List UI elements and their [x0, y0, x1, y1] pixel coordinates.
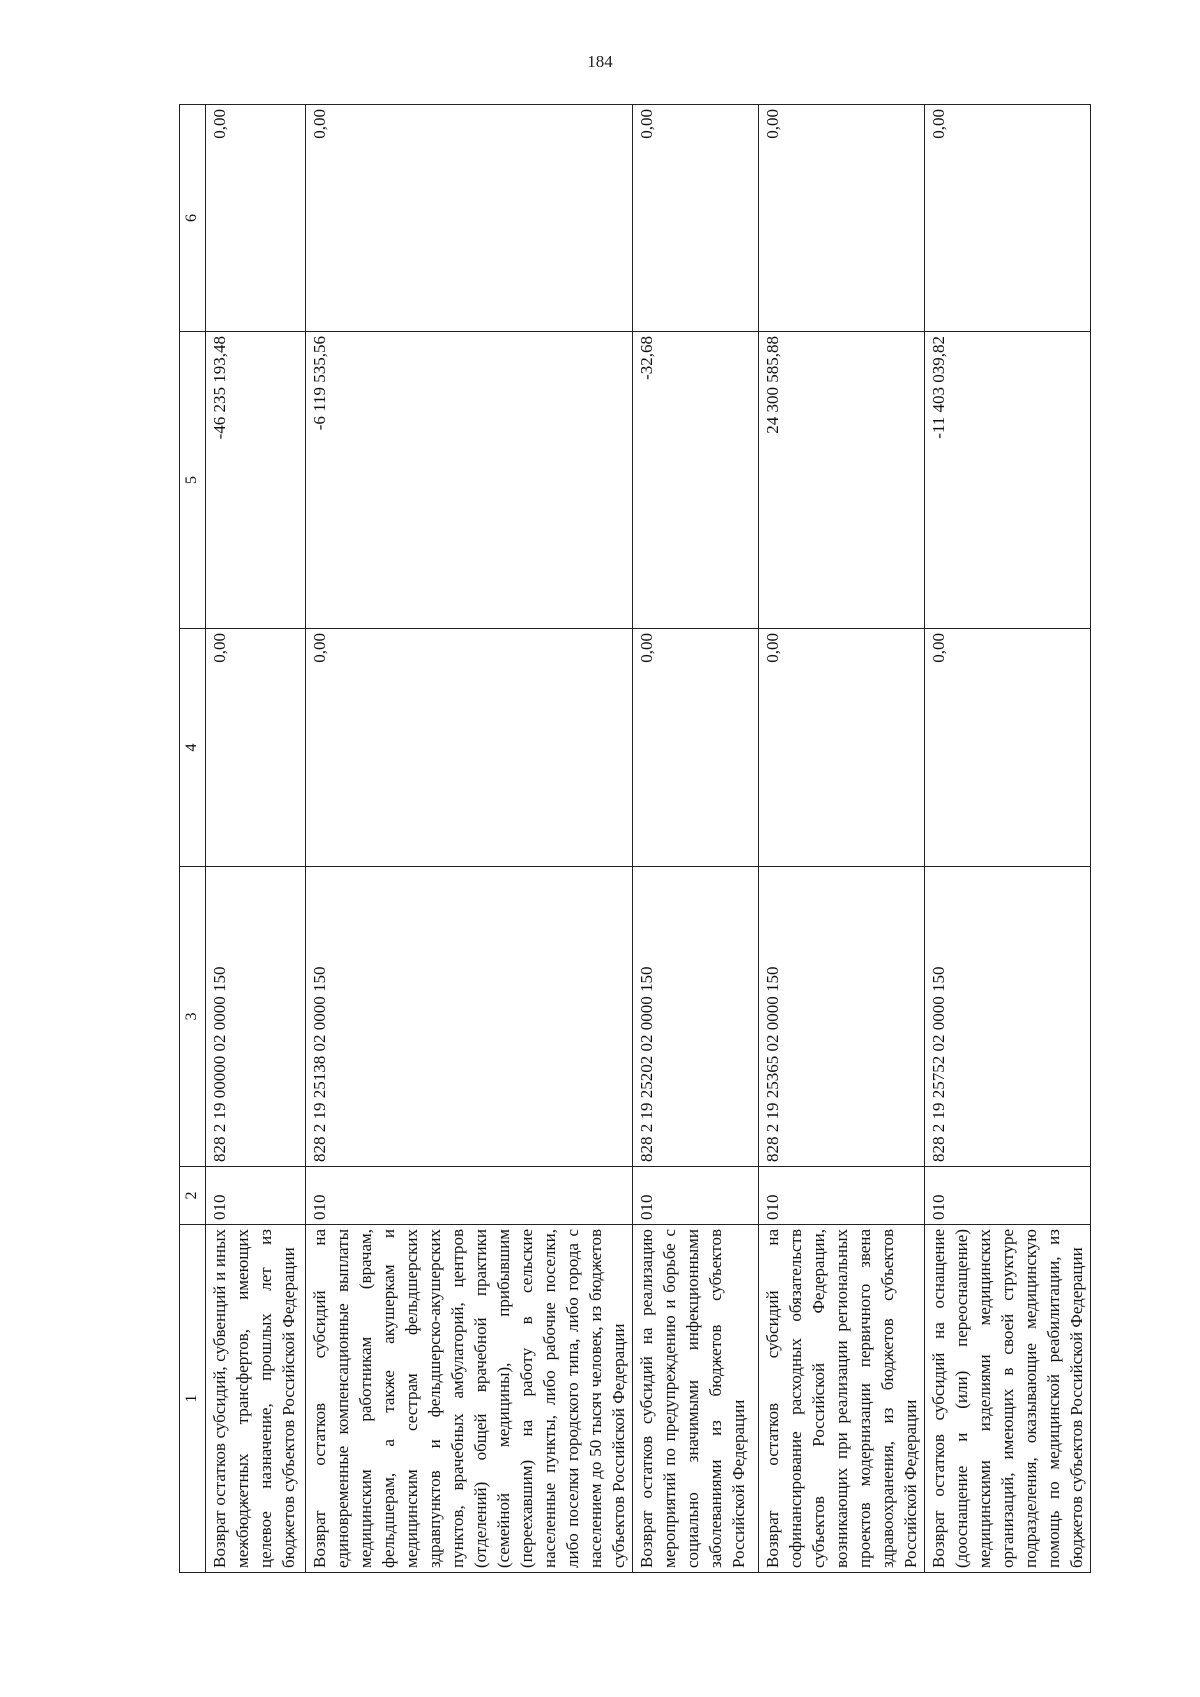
row-col5-value: -11 403 039,82	[925, 332, 1091, 629]
row-col4-value: 0,00	[633, 629, 759, 867]
row-description: Возврат остатков субсидий на реализацию мероприятий по предупреждению и борьбе с социально значимыми инфекционными заболеваниями из бюджетов субъектов Российской Федерации	[633, 1225, 759, 1573]
table-row	[925, 105, 1091, 1573]
row-description: Возврат остатков субсидий на единовременные компенсационные выплаты медицинским работникам (врачам, фельдшерам, а также акушеркам и медицинским сестрам фельдшерских здравпунктов и фельдшерско-акушерских пунктов, врачебных амбулаторий, центров (отделений) общей врачебной практики (семейной медицины), прибывшим (переехавшим) на работу в сельские населенные пункты, либо рабочие поселки, либо поселки городского типа, либо города с населением до 50 тысяч человек, из бюджетов субъектов Российской Федерации	[306, 1225, 633, 1573]
table-row	[206, 105, 306, 1573]
row-description: Возврат остатков субсидий на оснащение (дооснащение и (или) переоснащение) медицинскими изделиями медицинских организаций, имеющих в своей структуре подразделения, оказывающие медицинскую помощь по медицинской реабилитации, из бюджетов субъектов Российской Федерации	[925, 1225, 1091, 1573]
row-col5-value: -6 119 535,56	[306, 332, 633, 629]
budget-return-table	[179, 104, 1091, 1573]
column-header: 6	[180, 105, 206, 332]
row-col6-value: 0,00	[633, 105, 759, 332]
row-col6-value: 0,00	[925, 105, 1091, 332]
row-col4-value: 0,00	[759, 629, 925, 867]
row-col6-value: 0,00	[306, 105, 633, 332]
row-budget-code: 828 2 19 00000 02 0000 150	[206, 867, 306, 1167]
table-row	[633, 105, 759, 1573]
row-budget-code: 828 2 19 25365 02 0000 150	[759, 867, 925, 1167]
row-col5-value: 24 300 585,88	[759, 332, 925, 629]
row-budget-code: 828 2 19 25202 02 0000 150	[633, 867, 759, 1167]
row-description: Возврат остатков субсидий, субвенций и иных межбюджетных трансфертов, имеющих целевое назначение, прошлых лет из бюджетов субъектов Российской Федерации	[206, 1225, 306, 1573]
row-line-code: 010	[633, 1167, 759, 1225]
row-col4-value: 0,00	[306, 629, 633, 867]
table-row	[306, 105, 633, 1573]
row-col6-value: 0,00	[759, 105, 925, 332]
column-header: 5	[180, 332, 206, 629]
table-row	[759, 105, 925, 1573]
page-number: 184	[587, 52, 613, 71]
row-col5-value: -32,68	[633, 332, 759, 629]
column-header: 4	[180, 629, 206, 867]
row-col5-value: -46 235 193,48	[206, 332, 306, 629]
row-col4-value: 0,00	[206, 629, 306, 867]
row-col4-value: 0,00	[925, 629, 1091, 867]
row-line-code: 010	[759, 1167, 925, 1225]
row-col6-value: 0,00	[206, 105, 306, 332]
row-budget-code: 828 2 19 25138 02 0000 150	[306, 867, 633, 1167]
row-description: Возврат остатков субсидий на софинансирование расходных обязательств субъектов Российской Федерации, возникающих при реализации региональных проектов модернизации первичного звена здравоохранения, из бюджетов субъектов Российской Федерации	[759, 1225, 925, 1573]
table-header-row	[180, 105, 206, 1573]
column-header: 2	[180, 1167, 206, 1225]
column-header: 1	[180, 1225, 206, 1573]
row-line-code: 010	[206, 1167, 306, 1225]
row-budget-code: 828 2 19 25752 02 0000 150	[925, 867, 1091, 1167]
row-line-code: 010	[925, 1167, 1091, 1225]
budget-table-container	[179, 105, 1086, 1573]
column-header: 3	[180, 867, 206, 1167]
row-line-code: 010	[306, 1167, 633, 1225]
